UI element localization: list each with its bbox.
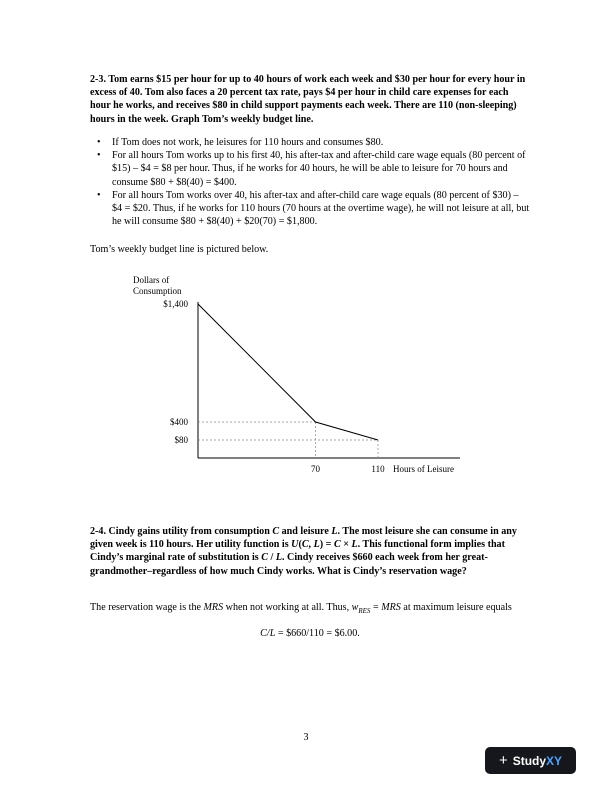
y-axis-label-line2: Consumption <box>133 286 182 296</box>
x-axis-label: Hours of Leisure <box>393 464 454 474</box>
studyxy-logo <box>485 747 576 774</box>
bullet-icon: • <box>97 150 101 162</box>
bullet-icon: • <box>97 189 101 201</box>
figure-intro-text: Tom’s weekly budget line is pictured below. <box>90 244 269 255</box>
y-tick-label: $400 <box>170 417 188 427</box>
list-item: • For all hours Tom works up to his first 40, his after-tax and after-child care wage equals (80 percent of $15) – $4 = $8 per hour. Thus, if he works for 40 hours, he will be able to leisure for 70 hours and consume $80 + $8(40) = $400. <box>97 150 526 188</box>
bullet-icon: • <box>97 137 101 148</box>
list-item: • For all hours Tom works over 40, his after-tax and after-child care wage equals (80 percent of $30) – $4 = $20. Thus, if he works for 110 hours (70 hours at the overtime wage), he will not leisure at all, but he will consume $80 + $8(40) + $20(70) = $1,800. <box>97 189 530 228</box>
x-tick-label: 70 <box>311 464 321 474</box>
plus-icon: + <box>498 752 508 769</box>
y-axis-label-line1: Dollars of <box>133 275 170 285</box>
list-item: • If Tom does not work, he leisures for 110 hours and consumes $80. <box>97 137 384 148</box>
problem-2-3-statement: 2-3. Tom earns $15 per hour for up to 40 hours of work each week and $30 per hour for every hour in excess of 40. Tom also faces a 20 percent tax rate, pays $4 per hour in child care expenses for each hour he works, and receives $80 in child support payments each week. There are 110 (non-sleeping) hours in the week. Graph Tom’s weekly budget line. <box>90 74 526 125</box>
solution-bullet-list <box>90 136 530 228</box>
logo-wordmark: StudyXY <box>512 753 563 768</box>
problem-2-4-solution: The reservation wage is the MRS when not working at all. Thus, $w_{RES}$ = MRS at maximum leisure equals <box>90 602 512 616</box>
y-tick-label: $1,400 <box>163 299 188 309</box>
y-tick-label: $80 <box>174 435 188 445</box>
x-tick-label: 110 <box>371 464 385 474</box>
budget-line-series <box>198 304 378 440</box>
page-number: 3 <box>303 732 309 743</box>
reservation-wage-equation: C/L = $660/110 = $6.00. <box>260 628 360 639</box>
problem-2-4-statement: 2-4. Cindy gains utility from consumption C and leisure L. The most leisure she can consume in any given week is 110 hours. Her utility function is U(C, L) = C × L. This functional form implies that Cindy’s marginal rate of substitution is C / L. Cindy receives $660 each week from her great-grandmother–regardless of how much Cindy works. What is Cindy’s reservation wage? <box>90 526 517 577</box>
